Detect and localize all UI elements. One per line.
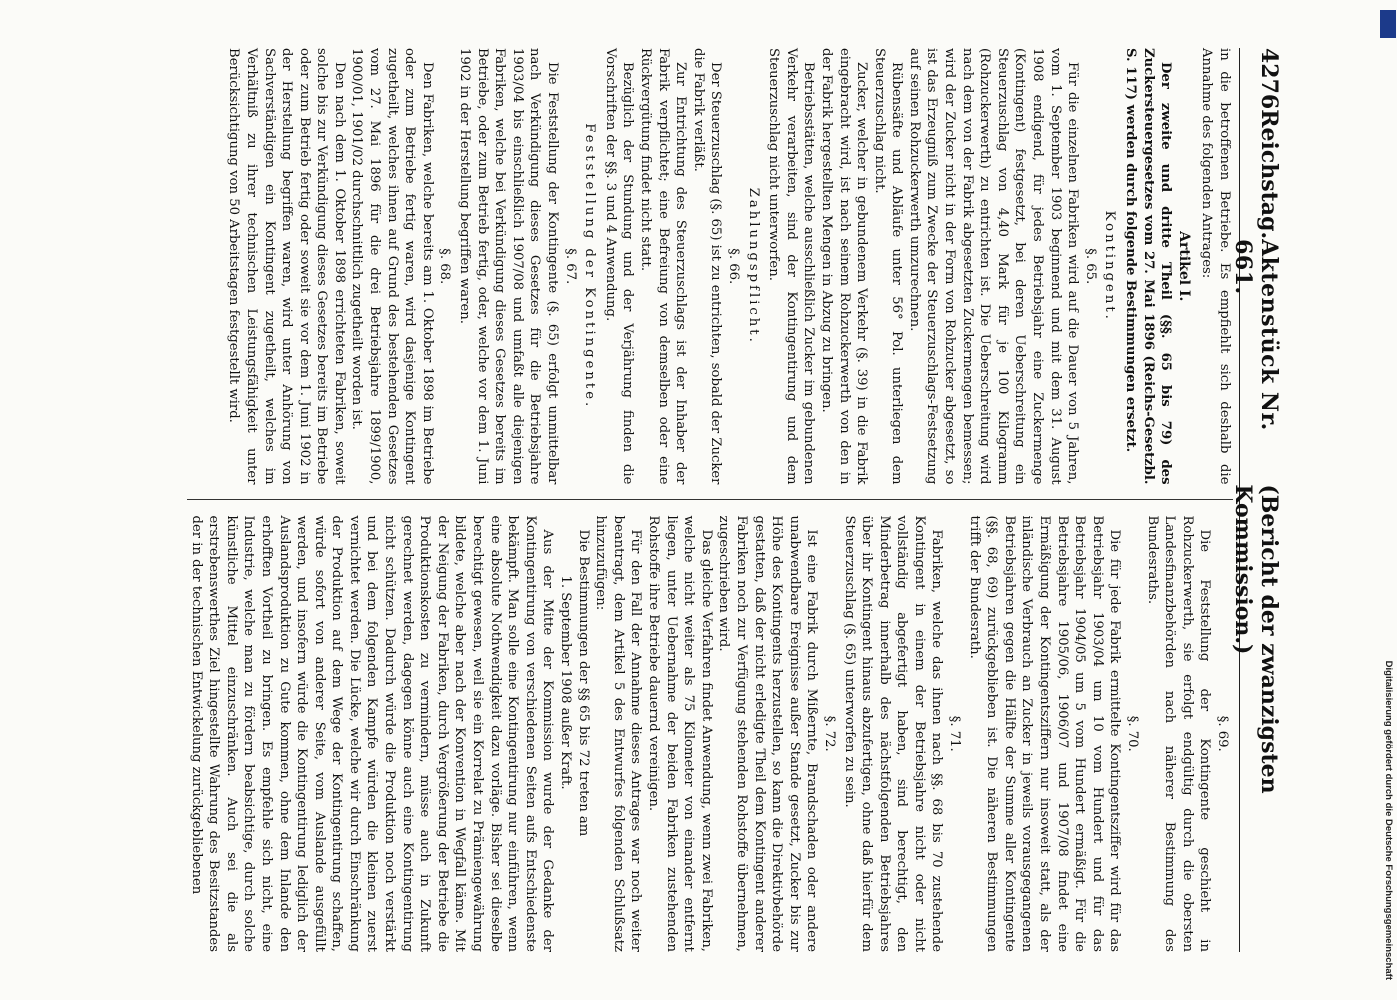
article-heading: Artikel I. (1175, 231, 1192, 302)
paragraph: Aus der Mitte der Kommission wurde der Gedanke der Kontingentirung von verschiedenen Seiten aufs Entschiedenste bekämpft. Man solle eine Kontingentirung nur einführen, wenn eine absolute Nothwendigkeit dazu vorläge. Bisher sei dieselbe berechtigt gewesen, weil sie ein Korrelat zu Prämiengewährung bildete, welche aber nach der Konvention in Wegfall käme. Mit der Neigung der Fabriken, durch Vergrößerung der Betriebe die Produktionskosten zu vermindern, müsse auch in Zukunft gerechnet werden, dagegen könne auch eine Kontingentirung nicht schützen. Dadurch würde die Produktion noch verstärkt und bei dem folgenden Kampfe würden die kleinen zuerst vernichtet werden. Die Lücke, welche wir durch Einschränkung der Produktion auf dem Wege der Kontingentirung schaffen, würde sofort von anderer Seite, vom Auslande ausgefüllt werden, und insofern würde die Kontingentirung lediglich der Auslandsproduktion zu Gute kommen, ohne dem Inlande den erhofften Vortheil zu bringen. Es empfehle sich nicht, eine Industrie, welche man zu fördern beabsichtige, durch solche künstliche Mittel einzuschränken. Auch sei die als erstrebenswerthes Ziel hingestellte Wahrung des Besitzstandes der in der technischen Entwickelung zurückgebliebenen (188, 515, 556, 952)
section-number: §. 68. (437, 248, 453, 285)
section-number: §. 66. (725, 248, 741, 285)
section-number: §. 69. (1215, 715, 1230, 752)
paragraph: 1. September 1908 außer Kraft. (558, 575, 574, 790)
section-number: §. 70. (1125, 715, 1141, 752)
section-heading: Zahlungspflicht. (745, 187, 761, 345)
paragraph: Der zweite und dritte Theil (§§. 65 bis 79) des Zuckersteuergesetzes vom 27. Mai 1896 (Reichs-Gesetzbl. S. 117) werden durch folgende Bestimmungen ersetzt. (1123, 48, 1174, 485)
paragraph: in die betroffenen Betriebe. Es empfiehlt sich deshalb die Annahme des folgenden Antrages: (1199, 48, 1232, 485)
section-number: §. 65. (1082, 248, 1098, 285)
paragraph: Den nach dem 1. Oktober 1898 errichteten Fabriken, soweit solche bis zur Verkündigung dieses Gesetzes bereits im Betriebe oder zum Betrieb fertig oder soweit sie vor dem 1. Juni 1902 in der Herstellung begriffen waren, wird unter Anhörung von Sachverständigen ein Kontingent zugetheilt, welches im Verhältniß zu ihrer technischen Leistungsfähigkeit unter Berücksichtigung von 50 Arbeitstagen festgestellt wird. (226, 48, 347, 485)
right-column (187, 500, 1233, 953)
paragraph: Der Steuerzuschlag (§. 65) ist zu entrichten, sobald der Zucker die Fabrik verläßt. (690, 48, 724, 485)
paragraph: Für die einzelnen Fabriken wird auf die Dauer von 5 Jahren, vom 1. September 1903 beginnend und mit dem 31. August 1908 endigend, für jedes Betriebsjahr eine Zuckermenge (Kontingent) festgesetzt, bei deren Ueberschreitung ein Steuerzuschlag von 4,40 Mark für je 100 Kilogramm (Rohzuckerwerth) zu entrichten ist. Die Ueberschreitung wird nach dem von der Fabrik abgesetzten Zuckermengen bemessen; wird der Zucker nicht in der Form von Rohzucker abgesetzt, so ist das Erzeugniß zum Zwecke der Steuerzuschlags-Festsetzung auf seinen Rohzuckerwerth umzurechnen. (906, 48, 1081, 485)
page-number: 4276 (1256, 48, 1282, 110)
digitization-credit: Digitalisierung gefördert durch die Deutsche Forschungsgemeinschaft (1383, 660, 1394, 980)
header-document: Aktenstück Nr. 661. (1230, 239, 1282, 431)
paragraph: Ist eine Fabrik durch Mißernte, Brandschaden oder andere unabwendbare Ereignisse außer Stande gesetzt, Zucker bis zur Höhe des Kontingents herzustellen, so kann die Direktivbehörde gestatten, daß der nicht erledigte Theil dem Kontingent anderer Fabriken noch zur Verfügung stehenden Rohstoffe übernehmen, zugeschrieben wird. (716, 515, 820, 952)
paragraph: Fabriken, welche das ihnen nach §§. 68 bis 70 zustehende Kontingent in einem der Betriebsjahre nicht oder nicht vollständig abgefertigt haben, sind berechtigt, den Minderbetrag innerhalb des nächstfolgenden Betriebsjahres über ihr Kontingent hinaus abzufertigen, ohne daß hierfür dem Steuerzuschlag (§. 65) unterworfen zu sein. (841, 515, 945, 952)
paragraph: Die Feststellung der Kontingente geschieht in Rohzuckerwerth, sie erfolgt endgültig durch die obersten Landesfinanzbehörden nach näherer Bestimmung des Bundesraths. (1144, 515, 1213, 952)
header-commission: (Bericht der zwanzigsten Kommission.) (1230, 484, 1282, 794)
paragraph: Die Bestimmungen der §§ 65 bis 72 treten am (575, 529, 591, 837)
paragraph: Den Fabriken, welche bereits am 1. Oktober 1898 im Betriebe oder zum Betriebe fertig waren, wird dasjenige Kontingent zugetheilt, welches ihnen auf Grund des bestehenden Gesetzes vom 27. Mai 1896 für die drei Betriebsjahre 1899/1900, 1900/01, 1901/02 durchschnittlich zugetheilt worden ist. (349, 48, 435, 485)
paragraph: Betriebsstätten, welche ausschließlich Zucker im gebundenen Verkehr verarbeiten, sind der Kontingentirung und dem Steuerzuschlag nicht unterworfen. (766, 48, 817, 485)
paragraph: Für den Fall der Annahme dieses Antrages war noch weiter beantragt, dem Artikel 5 des Entwurfes folgenden Schlußsatz hinzuzufügen: (593, 515, 644, 952)
digitization-sidebar (1380, 20, 1394, 980)
section-number: §. 72. (821, 715, 837, 752)
paragraph: Rübensäfte und Abläufe unter 56° Pol. unterliegen dem Steuerzuschlag nicht. (871, 48, 905, 485)
paragraph: Das gleiche Verfahren findet Anwendung, wenn zwei Fabriken, welche nicht weiter als 75 Kilometer von einander entfernt liegen, unter Uebernahme der beiden Fabriken zustehenden Rohstoffe ihre Betriebe dauernd vereinigen. (646, 515, 714, 952)
paragraph: Die Feststellung der Kontingente (§. 65) erfolgt unmittelbar nach Verkündigung dieses Gesetzes für die Betriebsjahre 1903/04 bis einschließlich 1907/08 und umfaßt alle diejenigen Fabriken, welche bei Verkündigung dieses Gesetzes bereits im Betriebe, oder zum Betrieb fertig, oder, welche vor dem 1. Juni 1902 in der Herstellung begriffen waren. (457, 48, 561, 485)
header-source: Reichstag. (1256, 109, 1282, 240)
section-heading: Kontingent. (1102, 210, 1118, 322)
section-heading: Feststellung der Kontingente. (582, 123, 598, 410)
paragraph: Zucker, welcher in gebundenem Verkehr (§. 39) in die Fabrik eingebracht wird, ist nach seinem Rohzuckerwerth von den in der Fabrik hergestellten Mengen in Abzug zu bringen. (818, 48, 870, 485)
paragraph: Bezüglich der Stundung und der Verjährung finden die Vorschriften der §§. 3 und 4 Anwendung. (602, 48, 636, 485)
rotated-document-page (70, 0, 1300, 1000)
section-number: §. 67. (562, 248, 578, 285)
page-header (1230, 48, 1282, 952)
section-number: §. 71. (947, 715, 963, 752)
paragraph: Zur Entrichtung des Steuerzuschlags ist der Inhaber der Fabrik verpflichtet; eine Befreiung von demselben oder eine Rückvergütung findet nicht statt. (638, 48, 689, 485)
text-columns (187, 48, 1233, 952)
paragraph: Die für jede Fabrik ermittelte Kontingentsziffer wird für das Betriebsjahr 1903/04 um 10 vom Hundert und für das Betriebsjahr 1904/05 um 5 vom Hundert ermäßigt. Für die Betriebsjahre 1905/06, 1906/07 und 1907/08 findet eine Ermäßigung der Kontingentsziffern nur insoweit statt, als der inländische Verbrauch an Zucker in jeweils vorausgegangenen Betriebsjahren gegen die Hälfte der Summe aller Kontingente (§§. 68, 69) zurückgeblieben ist. Die näheren Bestimmungen trifft der Bundesrath. (966, 515, 1123, 952)
left-column (187, 48, 1233, 500)
